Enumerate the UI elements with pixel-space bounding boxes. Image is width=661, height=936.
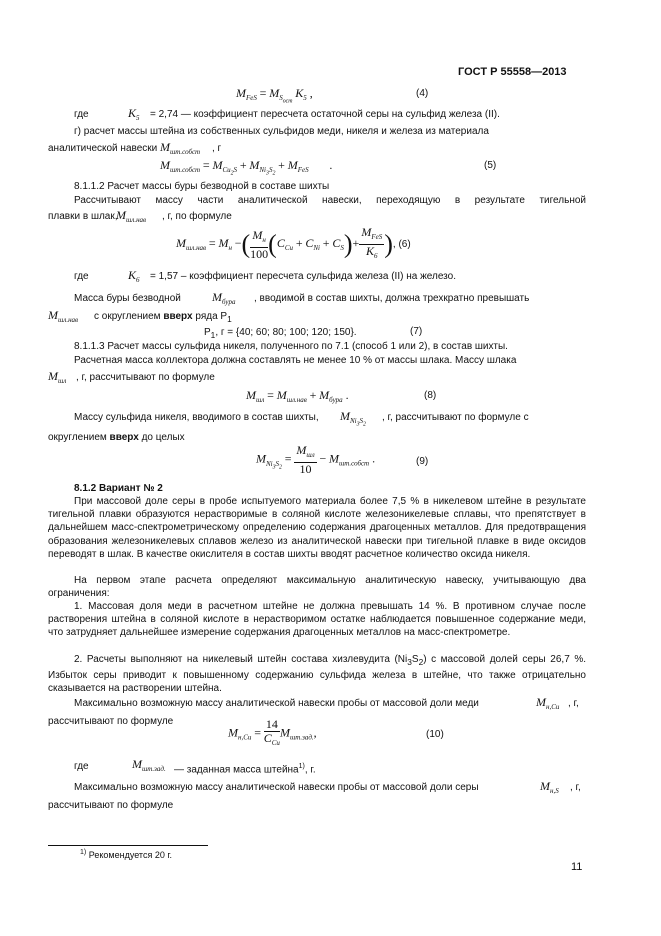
paragraph-g-line2-end: , г <box>212 143 222 154</box>
footnote-separator <box>48 845 208 846</box>
paragraph-nis-line1: Массу сульфида никеля, вводимого в состав шихты, <box>74 412 319 423</box>
paragraph-bura-line2-end: , г, по формуле <box>162 211 232 222</box>
equation-9: $M_{Ni_3S_2}$ = $\frac{M_{шл}}{10}$ − $M_{шт.собст}$ . <box>256 443 376 476</box>
m-shl-nav-symbol: $M_{шл.нав}$ <box>116 208 147 224</box>
m-n-s-symbol: $M_{н,S}$ <box>540 779 559 795</box>
where-label-2: где <box>74 271 89 282</box>
equation-9-number: (9) <box>416 456 429 467</box>
where-label-3: где <box>74 761 89 772</box>
page-number: 11 <box>571 861 583 873</box>
k6-definition: = 1,57 – коэффициент пересчета сульфида железа (II) на железо. <box>150 271 456 282</box>
equation-8-number: (8) <box>424 390 437 401</box>
m-sht-sobst-symbol: $M_{шт.собст}$ <box>160 140 201 156</box>
paragraph-max-s-line2: рассчитывают по формуле <box>48 800 174 811</box>
k5-definition: = 2,74 — коэффициент пересчета остаточной серы на сульфид железа (II). <box>150 109 500 120</box>
section-8-1-2-title: 8.1.2 Вариант № 2 <box>74 483 163 494</box>
paragraph-mass-line2-sub: 1 <box>227 314 232 324</box>
equation-7: $Р_1$, г = {40; 60; 80; 100; 120; 150}. <box>204 327 357 340</box>
paragraph-max-cu-line1: Максимально возможную массу аналитической навески пробы от массовой доли меди <box>74 698 479 709</box>
paragraph-max-s-line1: Максимально возможную массу аналитической навески пробы от массовой доли серы <box>74 782 479 793</box>
eq10-fourteen: 14 <box>264 718 280 732</box>
paragraph-mass-line2-end: ряда Р <box>195 311 228 322</box>
paragraph-nis-line1-end: , г, рассчитывают по формуле с <box>382 412 529 423</box>
paragraph-limit-2: 2. Расчеты выполняют на никелевый штейн состава хизлевудита $(Ni_3S_2)$ с массовой долей серы 26,7 %. Избыток серы приводит к повышенному содержанию сульфида железа в штейне, что также отрицательно сказывается на растворении штейна. <box>48 654 587 695</box>
paragraph-mass-line2-mid: с округлением <box>94 311 161 322</box>
equation-5-number: (5) <box>484 160 497 171</box>
eq9-ten: 10 <box>299 462 312 476</box>
equation-5: $M_{шт.собст} = M_{Cu_2S} + M_{Ni_3S_2} + M_{FeS}$ . <box>160 158 333 177</box>
m-bury-symbol: $M_{бура}$ <box>212 290 236 306</box>
section-8-1-1-2-title: 8.1.1.2 Расчет массы буры безводной в составе шихты <box>74 181 330 192</box>
paragraph-max-cu-line1-end: , г, <box>568 698 579 709</box>
k5-symbol: $K_5$ <box>128 106 140 122</box>
paragraph-max-cu-line2: рассчитывают по формуле <box>48 716 174 727</box>
paragraph-nis-line2-bold: вверх <box>109 432 139 443</box>
equation-7-number: (7) <box>410 326 423 337</box>
paragraph-g-line2: аналитической навески <box>48 143 158 154</box>
where-label: где <box>74 109 89 120</box>
paragraph-nis-line2-end: до целых <box>141 432 185 443</box>
equation-4-number: (4) <box>416 88 429 99</box>
paragraph-collector-line1: Расчетная масса коллектора должна составлять не менее 10 % от массы шлака. Массу шлака <box>74 355 517 366</box>
paragraph-collector-line2: , г, рассчитывают по формуле <box>76 372 215 383</box>
paragraph-mass-line1-end: , вводимой в состав шихты, должна трехкратно превышать <box>254 293 530 304</box>
equation-10-number: (10) <box>426 729 444 740</box>
paragraph-limit-1: 1. Массовая доля меди в расчетном штейне не должна превышать 14 %. В противном случае после растворения штейна в соляной кислоте в нерастворимом остатке наблюдается повышенное содержание меди, что затрудняет дальнейшее измерение содержания драгоценных металлов на масс-спектрометре. <box>48 601 586 639</box>
standard-header: ГОСТ Р 55558—2013 <box>458 66 567 78</box>
paragraph-mass-line1: Масса буры безводной <box>74 293 181 304</box>
m-shl-symbol: $M_{шл}$ <box>48 369 67 385</box>
equation-10: $M_{н,Cu}$ = $\frac{14}{C_{Cu}}$ $M_{шт.зад.}$, <box>228 717 317 747</box>
m-nis-symbol: $M_{Ni_3S_2}$ <box>340 409 366 428</box>
paragraph-max-s-line1-end: , г, <box>570 782 581 793</box>
equation-6-number: , (6) <box>392 239 411 251</box>
footnote: $^{1)}$ Рекомендуется 20 г. <box>80 849 173 860</box>
paragraph-first-stage: На первом этапе расчета определяют максимальную аналитическую навеску, учитывающую два ограничения: <box>48 575 586 600</box>
eq6-hundred: 100 <box>250 246 269 261</box>
paragraph-nis-line2: округлением <box>48 432 107 443</box>
paragraph-bura-line2: плавки в шлак, <box>48 211 118 222</box>
m-sht-zad-definition: — заданная масса штейна$^{1)}$, г. <box>174 763 316 776</box>
k6-symbol: $K_6$ <box>128 268 140 284</box>
section-8-1-1-3-title: 8.1.1.3 Расчет массы сульфида никеля, полученного по 7.1 (способ 1 или 2), в состав шихты. <box>74 341 508 352</box>
m-sht-zad-symbol: $M_{шт.зад.}$ <box>132 757 166 773</box>
paragraph-g-line1: г) расчет массы штейна из собственных сульфидов меди, никеля и железа из материала <box>74 126 489 137</box>
paragraph-variant2: При массовой доле серы в пробе испытуемого материала более 7,5 % в никелевом штейне в результате тигельной плавки образуются нерастворимые в соляной кислоте железоникелевые сплавы, что препятствует в дальнейшем масс-спектрометрическому определению содержания драгоценных металлов. Для предотвращения образования железоникелевых сплавов железо из аналитической навески при тигельной плавке в виде оксидов переводят в шлак. В качестве окислителя в состав шихты вводят расчетное количество оксида никеля. <box>48 496 586 560</box>
m-shl-nav-symbol-2: $M_{шл.нав}$ <box>48 308 79 324</box>
paragraph-mass-line2-bold: вверх <box>163 311 193 322</box>
equation-6: $M_{шл.нав} = M_н$ −( $\frac{M_н}{100}$ $(C_{Cu} + C_{Ni} + C_S)+$ $\frac{M_{FeS}}{K_6}$ ), (6) <box>176 225 411 261</box>
m-n-cu-symbol: $M_{н,Cu}$ <box>536 695 560 711</box>
equation-8: $M_{шл} = M_{шл.нав} + M_{бура}$ . <box>246 388 349 404</box>
equation-4: $M_{FeS} = M_{S_{ост}}$ $K_5$ , <box>236 86 313 105</box>
paragraph-bura-line1: Рассчитывают массу части аналитической навески, переходящую в результате тигельной <box>74 195 586 206</box>
